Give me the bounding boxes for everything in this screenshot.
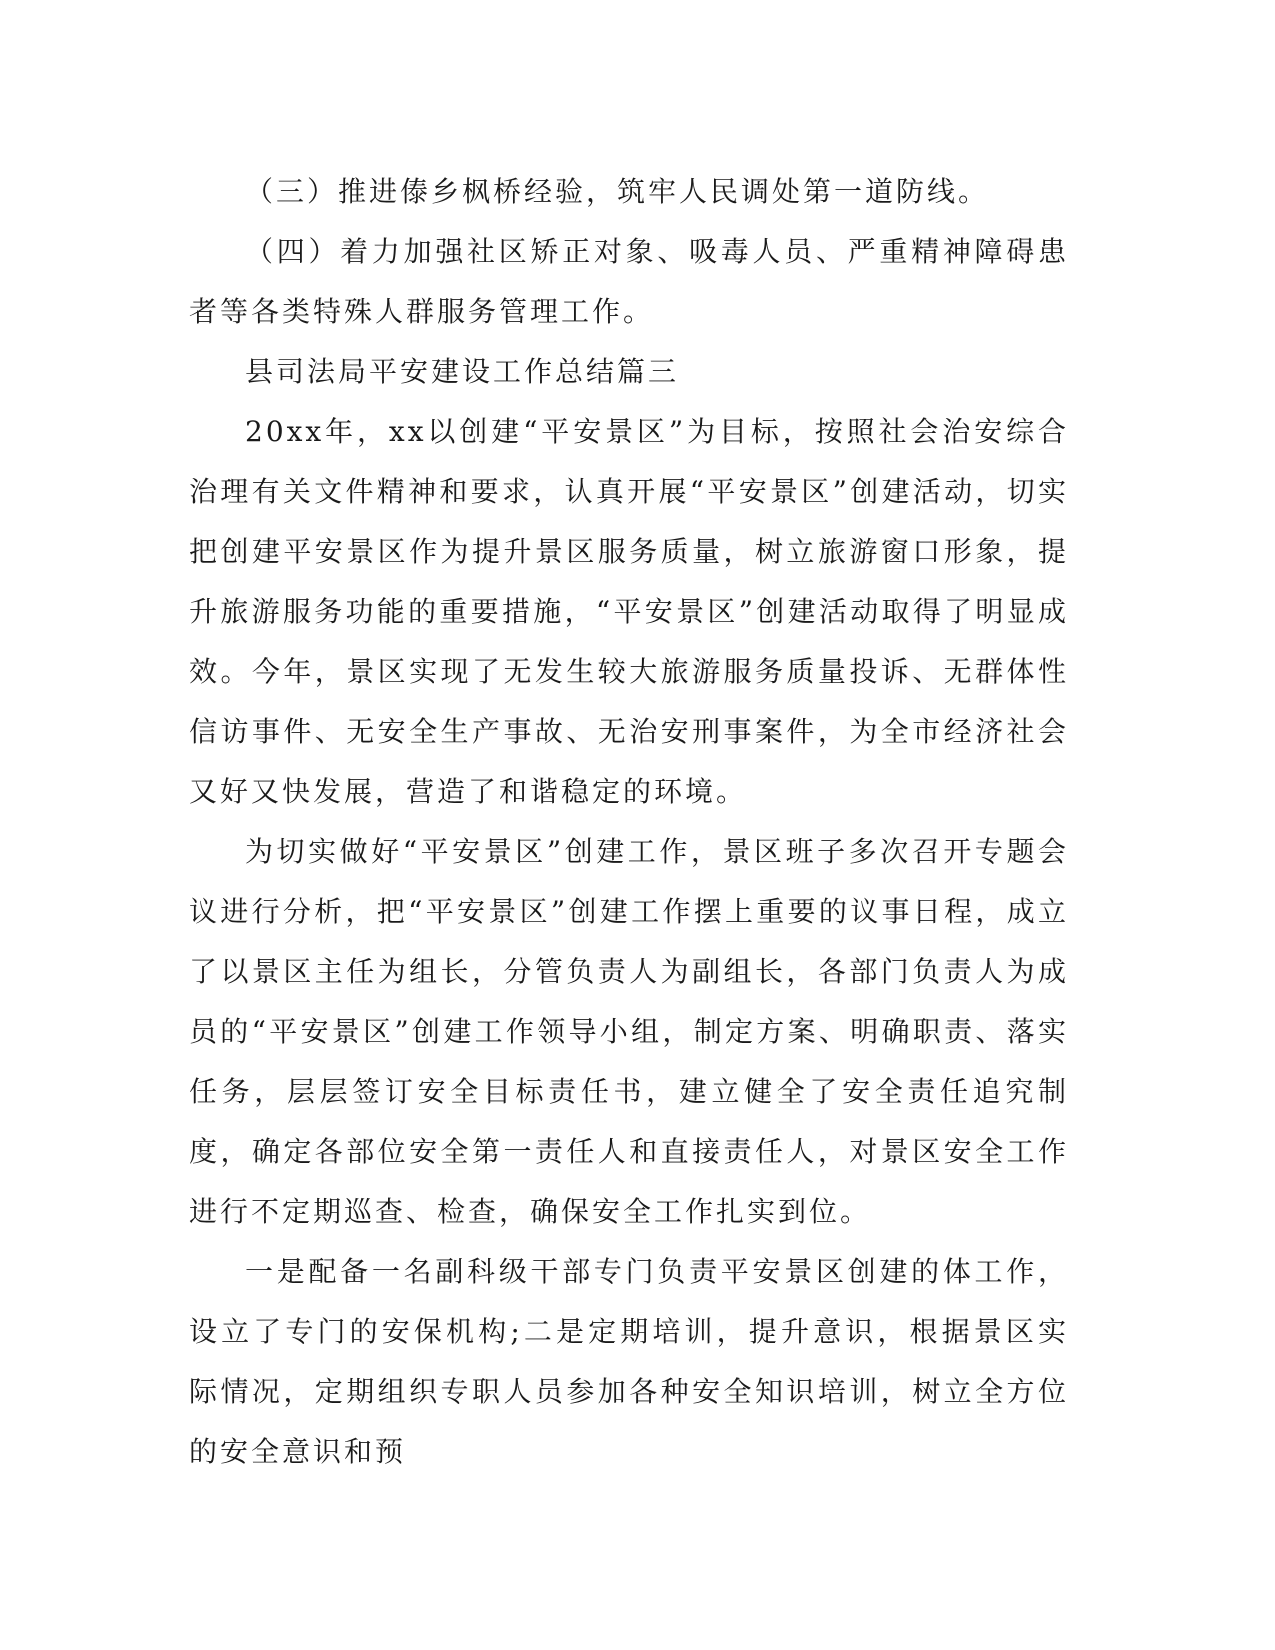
paragraph-measures: 一是配备一名副科级干部专门负责平安景区创建的体工作，设立了专门的安保机构;二是定期培训，提升意识，根据景区实际情况，定期组织专职人员参加各种安全知识培训，树立全方位的安全意识和预 [189, 1255, 1069, 1468]
document-body [189, 162, 1069, 1482]
paragraph-safe-scenic-area-goals: 20xx年，xx以创建“平安景区”为目标，按照社会治安综合治理有关文件精神和要求，认真开展“平安景区”创建活动，切实把创建平安景区作为提升景区服务质量，树立旅游窗口形象，提升旅游服务功能的重要措施，“平安景区”创建活动取得了明显成效。今年，景区实现了无发生较大旅游服务质量投诉、无群体性信访事件、无安全生产事故、无治安刑事案件，为全市经济社会又好又快发展，营造了和谐稳定的环境。 [189, 415, 1069, 808]
paragraph-leadership-group: 为切实做好“平安景区”创建工作，景区班子多次召开专题会议进行分析，把“平安景区”创建工作摆上重要的议事日程，成立了以景区主任为组长，分管负责人为副组长，各部门负责人为成员的“平安景区”创建工作领导小组，制定方案、明确职责、落实任务，层层签订安全目标责任书，建立健全了安全责任追究制度，确定各部位安全第一责任人和直接责任人，对景区安全工作进行不定期巡查、检查，确保安全工作扎实到位。 [189, 835, 1069, 1228]
paragraph-section-three-fengqiao: （三）推进傣乡枫桥经验，筑牢人民调处第一道防线。 [245, 175, 990, 208]
paragraph-section-four-special-groups: （四）着力加强社区矫正对象、吸毒人员、严重精神障碍患者等各类特殊人群服务管理工作。 [189, 235, 1069, 328]
section-heading-part-three: 县司法局平安建设工作总结篇三 [245, 355, 680, 388]
